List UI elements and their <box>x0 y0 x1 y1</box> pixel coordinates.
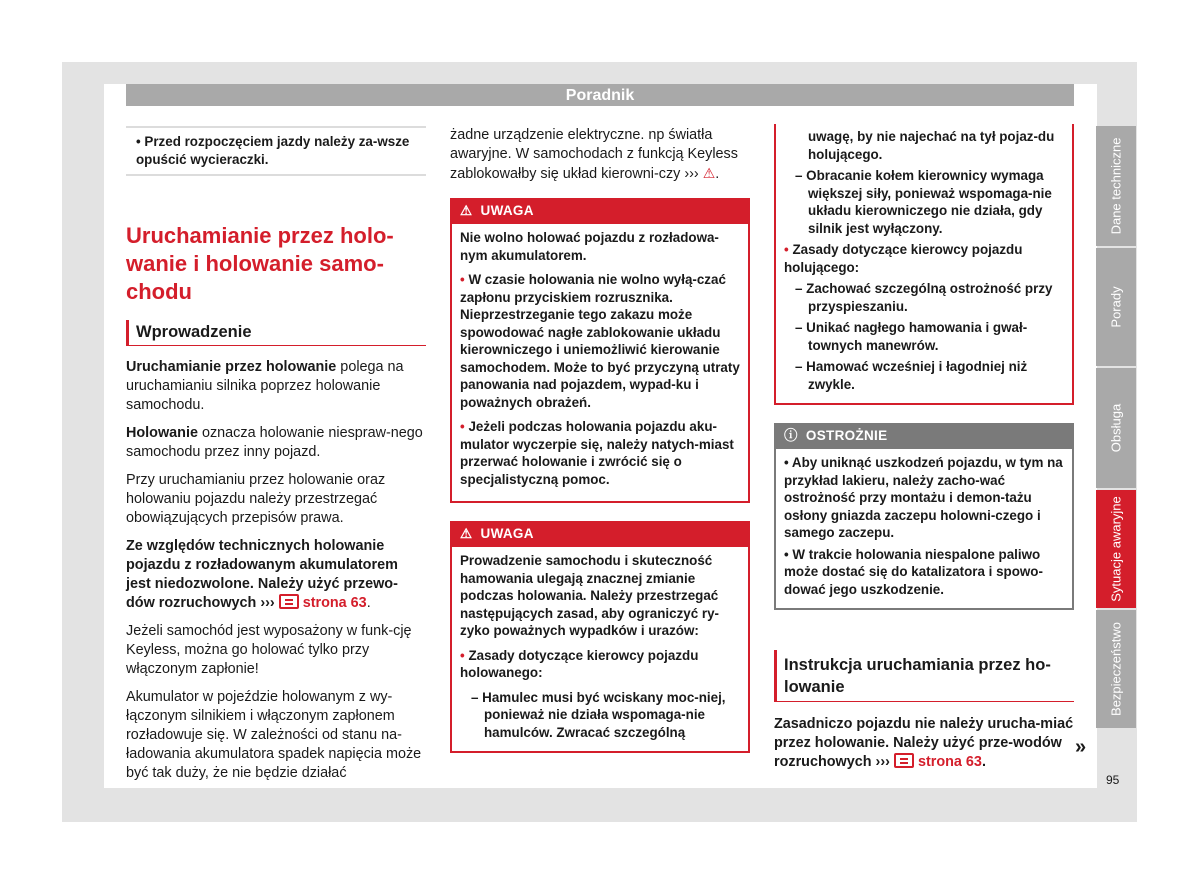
tab-porady[interactable]: Porady <box>1096 248 1136 366</box>
column-3 <box>774 126 1074 781</box>
warning-box <box>450 198 750 503</box>
warning-dash-item: – Hamować wcześniej i łagodniej niż zwykle. <box>795 359 1028 392</box>
paragraph: Uruchamianie przez holowanie polega na uruchamianiu silnika poprzez holowanie samochodu. <box>126 359 404 413</box>
column-2 <box>450 126 750 753</box>
section-title-line: Uruchamianie przez holo- <box>126 223 394 248</box>
section-title-line: chodu <box>126 279 192 304</box>
warning-triangle-icon: ⚠ <box>460 526 473 541</box>
paragraph: Akumulator w pojeździe holowanym z wy-łączonym silnikiem i włączonym zapłonem rozładowuje się. W zależności od stanu na-ładowania akumulatora spadek napięcia może być tak duży, że nie będzie działać <box>126 689 422 781</box>
warning-dash-item: – Unikać nagłego hamowania i gwał-townych manewrów. <box>795 320 1028 353</box>
caution-box <box>774 423 1074 610</box>
warning-bullet: • Zasady dotyczące kierowcy pojazdu holowanego: <box>460 647 699 680</box>
tab-dane-techniczne[interactable]: Dane techniczne <box>1096 126 1136 246</box>
paragraph: Holowanie oznacza holowanie niespraw-nego samochodu przez inny pojazd. <box>126 425 423 460</box>
warning-dash-item: – Obracanie kołem kierownicy wymaga większej siły, ponieważ wspomaga-nie układu kierowniczego nie działa, gdy silnik jest wyłączony. <box>795 168 1052 236</box>
page-link[interactable]: strona 63 <box>894 754 982 770</box>
warning-dash-item: – Hamulec musi być wciskany moc-niej, ponieważ nie działa wspomaga-nie hamulców. Zwracać szczególną <box>471 689 726 740</box>
column-1 <box>126 126 426 792</box>
warning-box-continued <box>774 124 1074 405</box>
chapter-banner: Poradnik <box>126 84 1074 106</box>
paragraph: Przy uruchamianiu przez holowanie oraz holowaniu pojazdu należy przestrzegać obowiązujących przepisów prawa. <box>126 472 386 526</box>
warning-body <box>452 224 748 501</box>
warning-text: uwagę, by nie najechać na tył pojaz-du holującego. <box>808 129 1055 162</box>
warning-header: ⚠ UWAGA <box>452 521 748 547</box>
warning-dash-item: – Zachować szczególną ostrożność przy przyspieszaniu. <box>795 281 1053 314</box>
paragraph: żadne urządzenie elektryczne. np światła awaryjne. W samochodach z funkcją Keyless zablokowałby się układ kierowni-czy ››› ⚠. <box>450 127 738 182</box>
book-icon <box>279 594 299 609</box>
continue-arrow-icon: » <box>1075 736 1087 758</box>
warning-body <box>452 547 748 751</box>
section-title <box>126 222 426 306</box>
paragraph: Zasadniczo pojazdu nie należy urucha-miać przez holowanie. Należy użyć prze-wodów rozruchowych ››› strona 63. <box>774 716 1074 770</box>
subsection-title: Wprowadzenie <box>126 320 426 346</box>
subsection-title: Instrukcja uruchamiania przez ho-lowanie <box>774 650 1074 702</box>
caution-header: ⓘ OSTROŻNIE <box>776 423 1072 449</box>
note-box <box>126 126 426 176</box>
paragraph: Ze względów technicznych holowanie pojazdu z rozładowanym akumulatorem jest niedozwolone. Należy użyć przewo-dów rozruchowych ››› strona 63. <box>126 538 398 611</box>
warning-bullet: • Jeżeli podczas holowania pojazdu aku-mulator wyczerpie się, należy natych-miast przerwać holowanie i zwrócić się o specjalistyczną pomoc. <box>460 419 734 487</box>
caution-bullet: • Aby uniknąć uszkodzeń pojazdu, w tym na przykład lakieru, należy zacho-wać ostrożność przy montażu i demon-tażu osłony gniazda zaczepu holowni-czego i samego zaczepu. <box>784 455 1063 540</box>
warning-box <box>450 521 750 753</box>
note-text: • Przed rozpoczęciem jazdy należy za-wsze opuścić wycieraczki. <box>136 134 410 167</box>
section-title-line: wanie i holowanie samo- <box>126 251 384 276</box>
caution-body <box>776 449 1072 608</box>
tab-bezpieczenstwo[interactable]: Bezpieczeństwo <box>1096 610 1136 728</box>
warning-header: ⚠ UWAGA <box>452 198 748 224</box>
book-icon <box>894 753 914 768</box>
warning-bullet: • W czasie holowania nie wolno wyłą-czać zapłonu przyciskiem rozrusznika. Nieprzestrzeganie tego zakazu może spowodować nagłe zablokowanie układu kierowniczego i uniemożliwić kierowanie samochodem. Może to być przyczyną utraty panowania nad pojazdem, wypad-ku i poważnych obrażeń. <box>460 272 740 410</box>
tab-sytuacje-awaryjne[interactable]: Sytuacje awaryjne <box>1096 490 1136 608</box>
tab-obsluga[interactable]: Obsługa <box>1096 368 1136 488</box>
paragraph: Jeżeli samochód jest wyposażony w funk-cję Keyless, można go holować tylko przy włączonym zapłonie! <box>126 623 412 677</box>
caution-bullet: • W trakcie holowania niespalone paliwo może dostać się do katalizatora i spowo-dować jego uszkodzenie. <box>784 546 1043 597</box>
page-link[interactable]: strona 63 <box>279 595 367 611</box>
warning-text: Prowadzenie samochodu i skuteczność hamowania ulegają znacznej zmianie podczas holowania. Należy przestrzegać następujących zasad, aby ograniczyć ry-zyko poważnych wypadków i urazów: <box>460 553 719 638</box>
warning-triangle-icon: ⚠ <box>460 203 473 218</box>
page-number: 95 <box>1106 773 1120 787</box>
warning-text: Nie wolno holować pojazdu z rozładowa-nym akumulatorem. <box>460 230 719 263</box>
caution-circle-icon: ⓘ <box>784 428 798 443</box>
warning-triangle-icon[interactable]: ⚠ <box>702 165 716 181</box>
warning-bullet: • Zasady dotyczące kierowcy pojazdu holującego: <box>784 242 1023 275</box>
